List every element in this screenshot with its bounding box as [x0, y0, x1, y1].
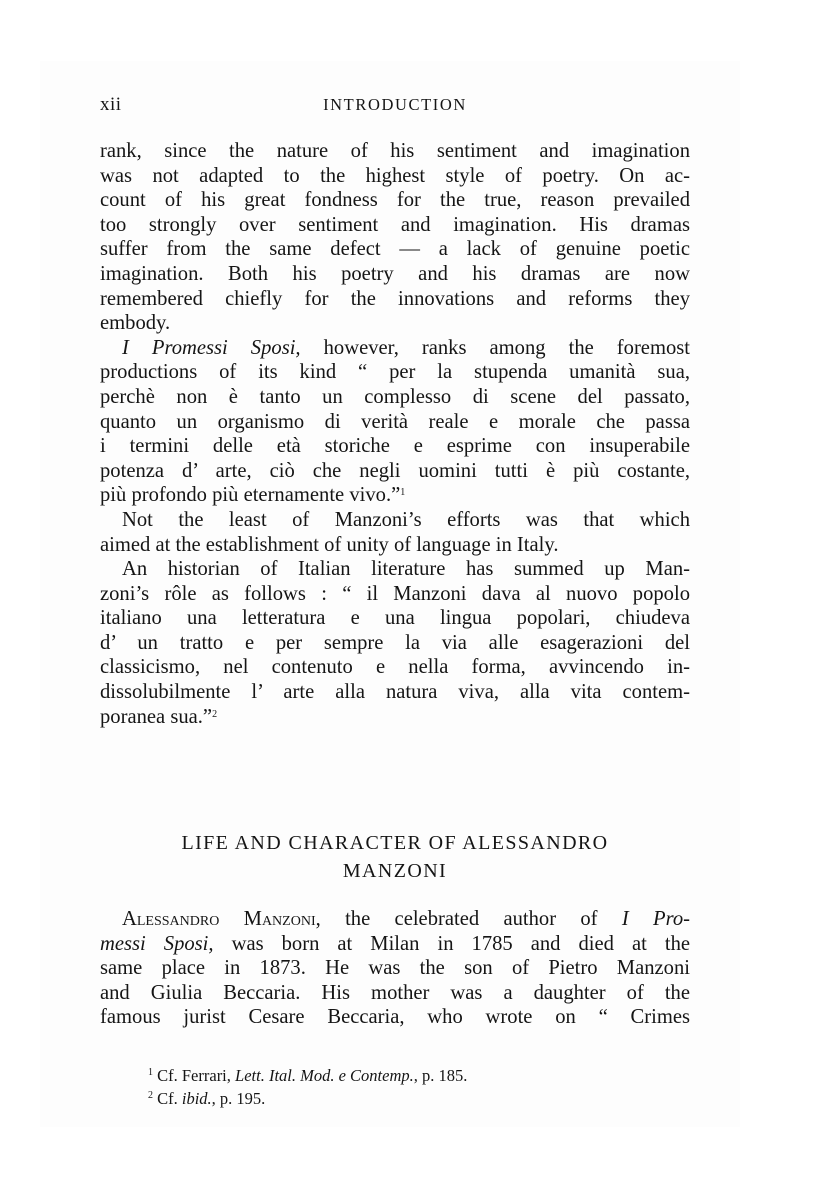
- footnote-ref-1[interactable]: 1: [400, 487, 406, 499]
- text-run: , p. 195.: [211, 1089, 266, 1108]
- text-line: perchè non è tanto un complesso di scene del passato,: [100, 385, 690, 408]
- text-line: classicismo, nel contenuto e nella forma, avvincendo in-: [100, 656, 690, 679]
- text-line: too strongly over sentiment and imagination. His dramas: [100, 213, 690, 236]
- author-name: Alessandro Manzoni,: [122, 908, 321, 930]
- footnote-2: [148, 1087, 467, 1110]
- text-line: rank, since the nature of his sentiment and imagination: [100, 140, 690, 162]
- text-line: d’ un tratto e per sempre la via alle esagerazioni del: [100, 631, 690, 654]
- text-line: was not adapted to the highest style of poetry. On ac-: [100, 164, 690, 187]
- paragraph-5-second-line: [100, 932, 690, 957]
- text-run: was born at Milan in 1785 and died at the: [213, 932, 691, 955]
- citation-title: Lett. Ital. Mod. e Contemp.: [235, 1066, 414, 1085]
- footnote-number: 1: [148, 1067, 153, 1078]
- text-line: dissolubilmente l’ arte alla natura viva, alla vita contem-: [100, 681, 690, 704]
- text-run: più profondo più eternamente vivo.”: [100, 484, 401, 507]
- text-line: suffer from the same defect — a lack of genuine poetic: [100, 238, 690, 261]
- footnote-number: 2: [148, 1090, 153, 1101]
- text-line: count of his great fondness for the true, reason prevailed: [100, 189, 690, 212]
- running-title: INTRODUCTION: [323, 95, 467, 114]
- text-line: An historian of Italian literature has summed up Man-: [122, 558, 690, 581]
- page-number: xii: [100, 94, 122, 115]
- text-run: however, ranks among the foremost: [300, 336, 690, 359]
- book-title: messi Sposi,: [100, 932, 214, 955]
- text-line: and Giulia Beccaria. His mother was a daughter of the: [100, 981, 690, 1004]
- footnotes: [148, 1064, 467, 1110]
- footnote-ref-2[interactable]: 2: [212, 708, 218, 720]
- text-line: Not the least of Manzoni’s efforts was that which: [122, 508, 690, 531]
- text-line: potenza d’ arte, ciò che negli uomini tutti è più costante,: [100, 459, 690, 482]
- running-head: [100, 94, 690, 120]
- text-line: quanto un organismo di verità reale e morale che passa: [100, 410, 690, 433]
- text-line: productions of its kind “ per la stupenda umanità sua,: [100, 361, 690, 384]
- text-line: zoni’s rôle as follows : “ il Manzoni dava al nuovo popolo: [100, 582, 690, 605]
- paragraph-1: [100, 139, 690, 729]
- text-line: italiano una letteratura e una lingua popolari, chiudeva: [100, 607, 690, 630]
- text-line: famous jurist Cesare Beccaria, who wrote on “ Crimes: [100, 1006, 690, 1029]
- text-run: poranea sua.”: [100, 705, 213, 728]
- text-line: embody.: [100, 312, 171, 335]
- text-line: aimed at the establishment of unity of language in Italy.: [100, 533, 559, 556]
- text-run: , p. 185.: [413, 1066, 468, 1085]
- section-heading: [100, 829, 690, 885]
- book-title: I Promessi Sposi,: [122, 336, 301, 359]
- text-run: Cf. Ferrari,: [153, 1066, 236, 1085]
- text-line: i termini delle età storiche e esprime con insuperabile: [100, 435, 690, 458]
- paragraph-5-first-line: [100, 907, 690, 932]
- section-heading-line-2: MANZONI: [342, 860, 448, 882]
- footnote-1: [148, 1064, 467, 1087]
- paragraph-5: [100, 907, 690, 1030]
- section-heading-line-1: LIFE AND CHARACTER OF ALESSANDRO: [181, 832, 609, 854]
- text-line: imagination. Both his poetry and his dramas are now: [100, 262, 690, 285]
- text-line: [100, 483, 690, 508]
- book-title: I Pro-: [621, 908, 691, 930]
- text-run: Cf.: [153, 1089, 182, 1108]
- text-line: [100, 705, 690, 730]
- citation-title: ibid.: [181, 1089, 212, 1108]
- text-line: same place in 1873. He was the son of Pietro Manzoni: [100, 957, 690, 980]
- paragraph-2-first-line: [100, 336, 690, 361]
- text-run: the celebrated author of: [320, 908, 622, 930]
- text-line: remembered chiefly for the innovations and reforms they: [100, 287, 690, 310]
